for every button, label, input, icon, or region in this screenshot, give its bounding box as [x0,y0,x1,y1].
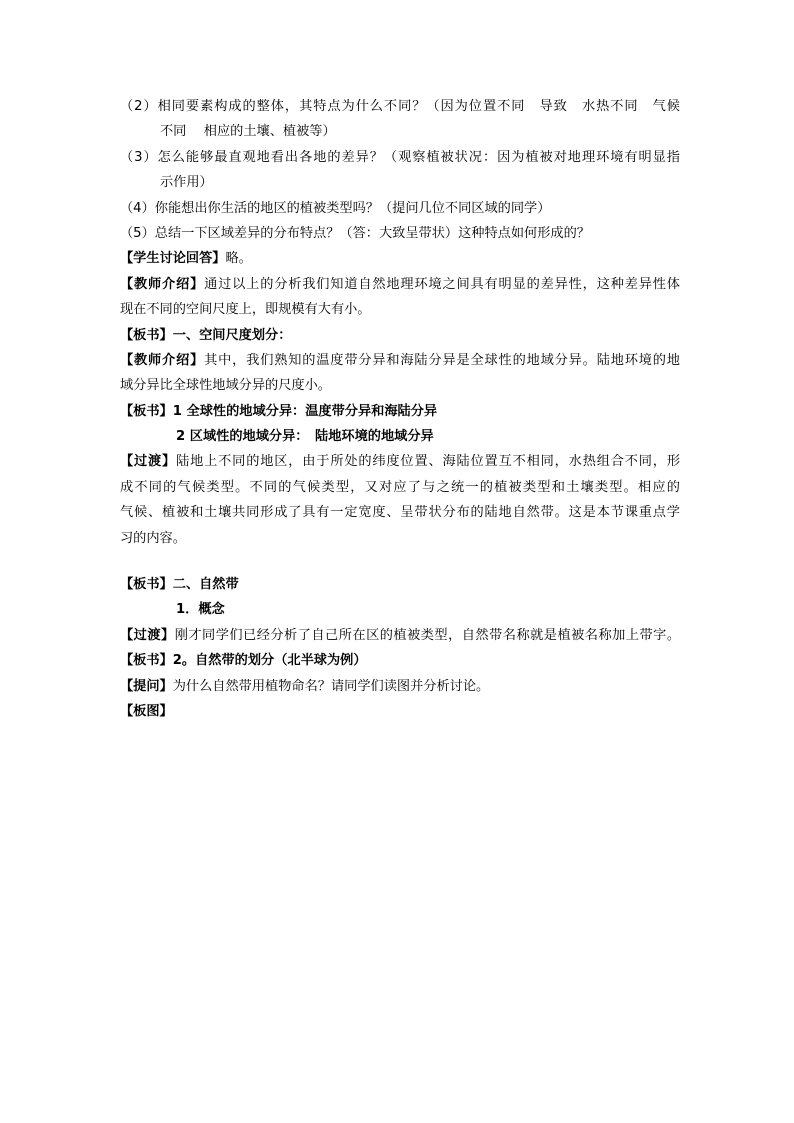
board-heading-2: 【板书】二、自然带 [120,577,239,593]
section-tag: 【提问】 [120,678,173,694]
teacher-intro-1-line-2: 现在不同的空间尺度上，即规模有大有小。 [120,302,371,318]
blank-line [120,551,680,572]
board-item-1: 【板书】1 全球性的地域分异：温度带分异和海陆分异 [120,403,438,419]
transition-2 [120,623,680,648]
student-discussion [120,246,680,271]
teacher-intro-2-line-2: 域分异比全球性地域分异的尺度小。 [120,378,331,394]
section-tag: 【教师介绍】 [120,352,205,368]
section-tag: 【学生讨论回答】 [120,251,226,267]
paragraph-text: 通过以上的分析我们知道自然地理环境之间具有明显的差异性，这种差异性体 [204,276,680,292]
section-tag: 【教师介绍】 [120,276,205,292]
question-prompt [120,674,680,699]
question-2-line-2: 不同 相应的土壤、植被等） [160,124,336,140]
teacher-intro-2-line-1 [120,348,680,373]
document-body [120,94,680,724]
question-3-line-2: 示作用） [160,175,213,191]
section-tag: 【过渡】 [120,627,175,643]
question-3-line-1: （3）怎么能够最直观地看出各地的差异？（观察植被状况：因为植被对地理环境有明显指 [120,149,680,165]
board-figure-label: 【板图】 [120,703,173,719]
paragraph-text: 略。 [225,251,252,267]
teacher-intro-1-line-1 [120,272,680,297]
paragraph-text: 刚才同学们已经分析了自己所在区的植被类型，自然带名称就是植被名称加上带字。 [174,627,681,643]
transition-1-line-1 [120,449,680,474]
question-5: （5）总结一下区域差异的分布特点？（答：大致呈带状）这种特点如何形成的？ [120,225,590,241]
question-2-line-1: （2）相同要素构成的整体，其特点为什么不同？（因为位置不同 导致 水热不同 气候 [120,99,680,114]
transition-1-line-3: 气候、植被和土壤共同形成了具有一定宽度、呈带状分布的陆地自然带。这是本节课重点学 [120,505,680,521]
section-tag: 【过渡】 [120,454,177,470]
paragraph-text: 为什么自然带用植物命名？请同学们读图并分析讨论。 [172,678,490,694]
transition-1-line-2: 成不同的气候类型。不同的气候类型，又对应了与之统一的植被类型和土壤类型。相应的 [120,479,680,495]
board-subheading-concept: 1．概念 [176,602,225,618]
board-item-2: 2 区域性的地域分异： 陆地环境的地域分异 [176,429,434,445]
board-heading-3: 【板书】2。自然带的划分（北半球为例） [120,653,367,669]
paragraph-text: 陆地上不同的地区，由于所处的纬度位置、海陆位置互不相同，水热组合不同，形 [176,454,681,470]
paragraph-text: 其中，我们熟知的温度带分异和海陆分异是全球性的地域分异。陆地环境的地 [204,352,680,368]
board-heading-1: 【板书】一、空间尺度划分： [120,327,292,343]
transition-1-line-4: 习的内容。 [120,530,186,546]
question-4: （4）你能想出你生活的地区的植被类型吗？（提问几位不同区域的同学） [120,200,551,216]
